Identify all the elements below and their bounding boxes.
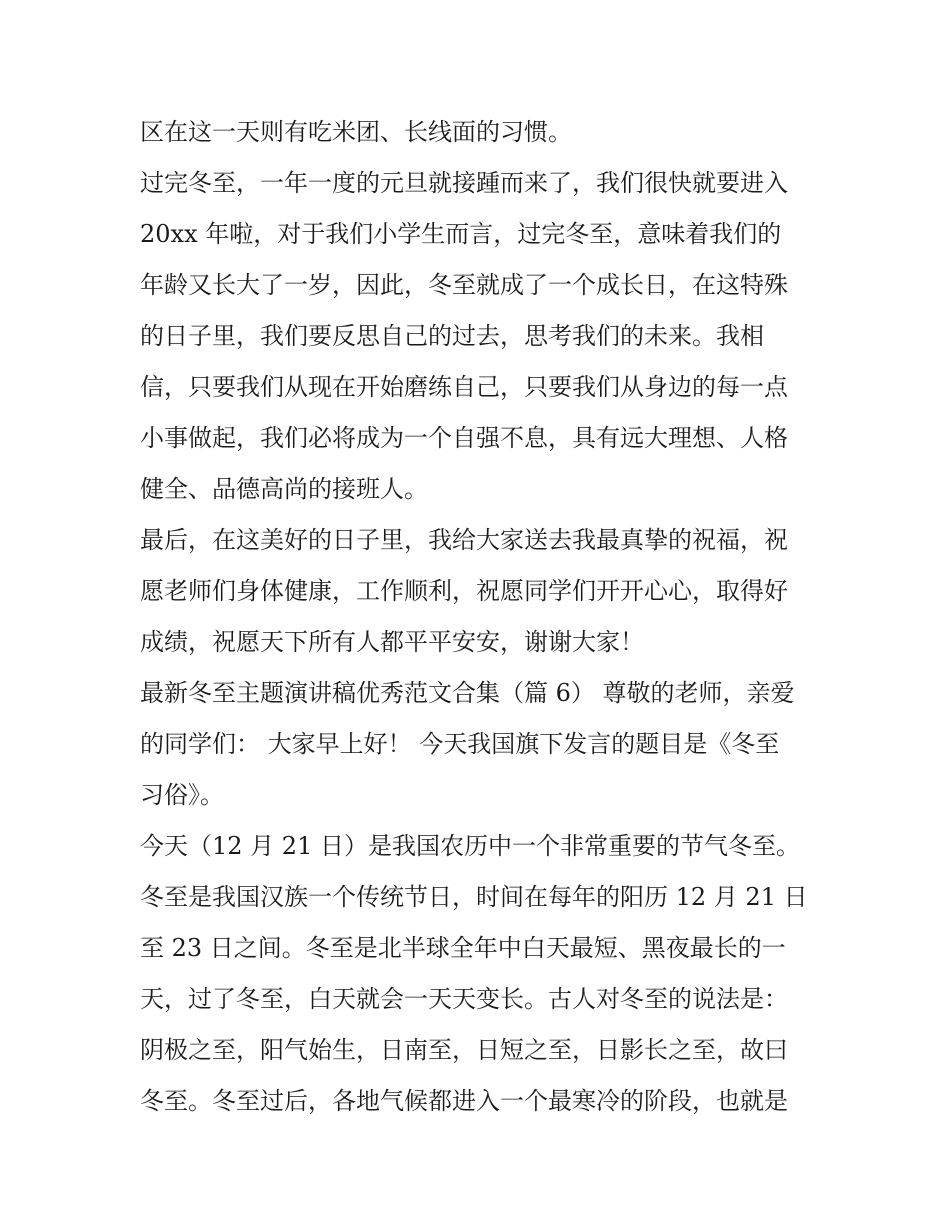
body-text: [140, 107, 820, 1127]
text-line: 健全、品德高尚的接班人。: [140, 475, 428, 503]
text-line: 冬至是我国汉族一个传统节日，时间在每年的阳历 12 月 21 日: [140, 883, 808, 911]
text-line: 习俗》。: [140, 781, 224, 809]
text-line: 区在这一天则有吃米团、长线面的习惯。: [140, 118, 572, 146]
text-line: 天，过了冬至，白天就会一天天变长。古人对冬至的说法是：: [140, 985, 788, 1013]
text-line: 的同学们： 大家早上好！ 今天我国旗下发言的题目是《冬至: [140, 730, 780, 758]
text-line: 20xx 年啦，对于我们小学生而言，过完冬至，意味着我们的: [140, 220, 782, 248]
text-line: 冬至。冬至过后，各地气候都进入一个最寒冷的阶段，也就是: [140, 1087, 788, 1115]
text-line: 过完冬至，一年一度的元旦就接踵而来了，我们很快就要进入: [140, 169, 788, 197]
text-line: 年龄又长大了一岁，因此，冬至就成了一个成长日，在这特殊: [140, 271, 788, 299]
text-line: 最新冬至主题演讲稿优秀范文合集（篇 6） 尊敬的老师，亲爱: [140, 679, 795, 707]
text-line: 至 23 日之间。冬至是北半球全年中白天最短、黑夜最长的一: [140, 934, 786, 962]
text-line: 阴极之至，阳气始生，日南至，日短之至，日影长之至，故曰: [140, 1036, 788, 1064]
text-line: 今天（12 月 21 日）是我国农历中一个非常重要的节气冬至。: [140, 832, 800, 860]
text-line: 成绩，祝愿天下所有人都平平安安，谢谢大家！: [140, 628, 644, 656]
text-line: 愿老师们身体健康，工作顺利，祝愿同学们开开心心，取得好: [140, 577, 788, 605]
text-line: 最后，在这美好的日子里，我给大家送去我最真挚的祝福，祝: [140, 526, 788, 554]
text-line: 信，只要我们从现在开始磨练自己，只要我们从身边的每一点: [140, 373, 788, 401]
text-line: 的日子里，我们要反思自己的过去，思考我们的未来。我相: [140, 322, 764, 350]
text-line: 小事做起，我们必将成为一个自强不息，具有远大理想、人格: [140, 424, 788, 452]
